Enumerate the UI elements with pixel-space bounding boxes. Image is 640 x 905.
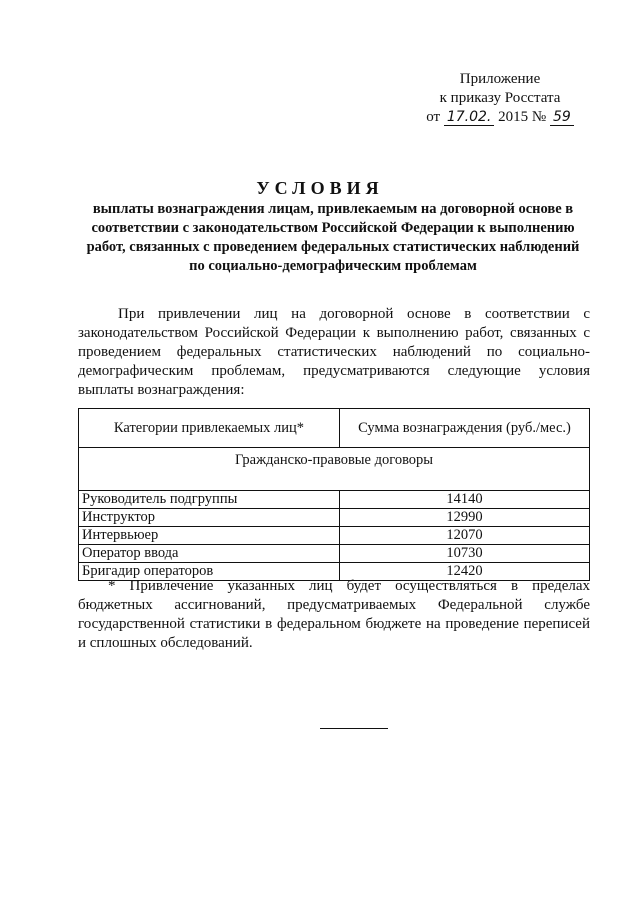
document-subtitle: выплаты вознаграждения лицам, привлекаемым на договорной основе в соответствии с законодательством Российской Федерации к выполнению работ, связанных с проведением федеральных статистических наблюдений по социально-демографическим проблемам (86, 201, 580, 274)
intro-paragraph: При привлечении лиц на договорной основе в соответствии с законодательством Российской Федерации к выполнению работ, связанных с проведением федеральных статистических наблюдений по социально-демографическим проблемам, предусматриваются следующие условия выплаты вознаграждения: (78, 306, 590, 398)
table-row (79, 545, 590, 563)
table-row (79, 491, 590, 509)
document-title: УСЛОВИЯ (256, 178, 384, 198)
appendix-date-line (420, 108, 580, 127)
appendix-order-ref: к приказу Росстата (439, 90, 561, 106)
year-and-number-label: 2015 № (498, 109, 547, 125)
category-cell: Инструктор (79, 509, 340, 527)
category-cell: Руководитель подгруппы (79, 491, 340, 509)
handwritten-order-number: 59 (550, 109, 574, 126)
header-categories: Категории привлекаемых лиц* (79, 409, 340, 448)
amount-cell: 14140 (340, 491, 590, 509)
end-divider (320, 728, 388, 729)
table-header-row (79, 409, 590, 448)
appendix-label: Приложение (459, 71, 541, 87)
amount-cell: 12070 (340, 527, 590, 545)
footnote: * Привлечение указанных лиц будет осуществляться в пределах бюджетных ассигнований, предусматриваемых Федеральной службе государственной статистики в федеральном бюджете на проведение переписей и сплошных обследований. (78, 578, 590, 651)
amount-cell: 12420 (340, 563, 590, 581)
handwritten-date: 17.02. (444, 109, 495, 126)
header-amount: Сумма вознаграждения (руб./мес.) (340, 409, 590, 448)
table-row (79, 509, 590, 527)
category-cell: Оператор ввода (79, 545, 340, 563)
category-cell: Интервьюер (79, 527, 340, 545)
amount-cell: 10730 (340, 545, 590, 563)
amount-cell: 12990 (340, 509, 590, 527)
table-section-row (79, 448, 590, 491)
appendix-header (420, 70, 580, 127)
category-cell: Бригадир операторов (79, 563, 340, 581)
section-title: Гражданско-правовые договоры (79, 448, 590, 491)
rewards-table (78, 408, 590, 581)
table-row (79, 527, 590, 545)
from-label: от (426, 109, 441, 125)
